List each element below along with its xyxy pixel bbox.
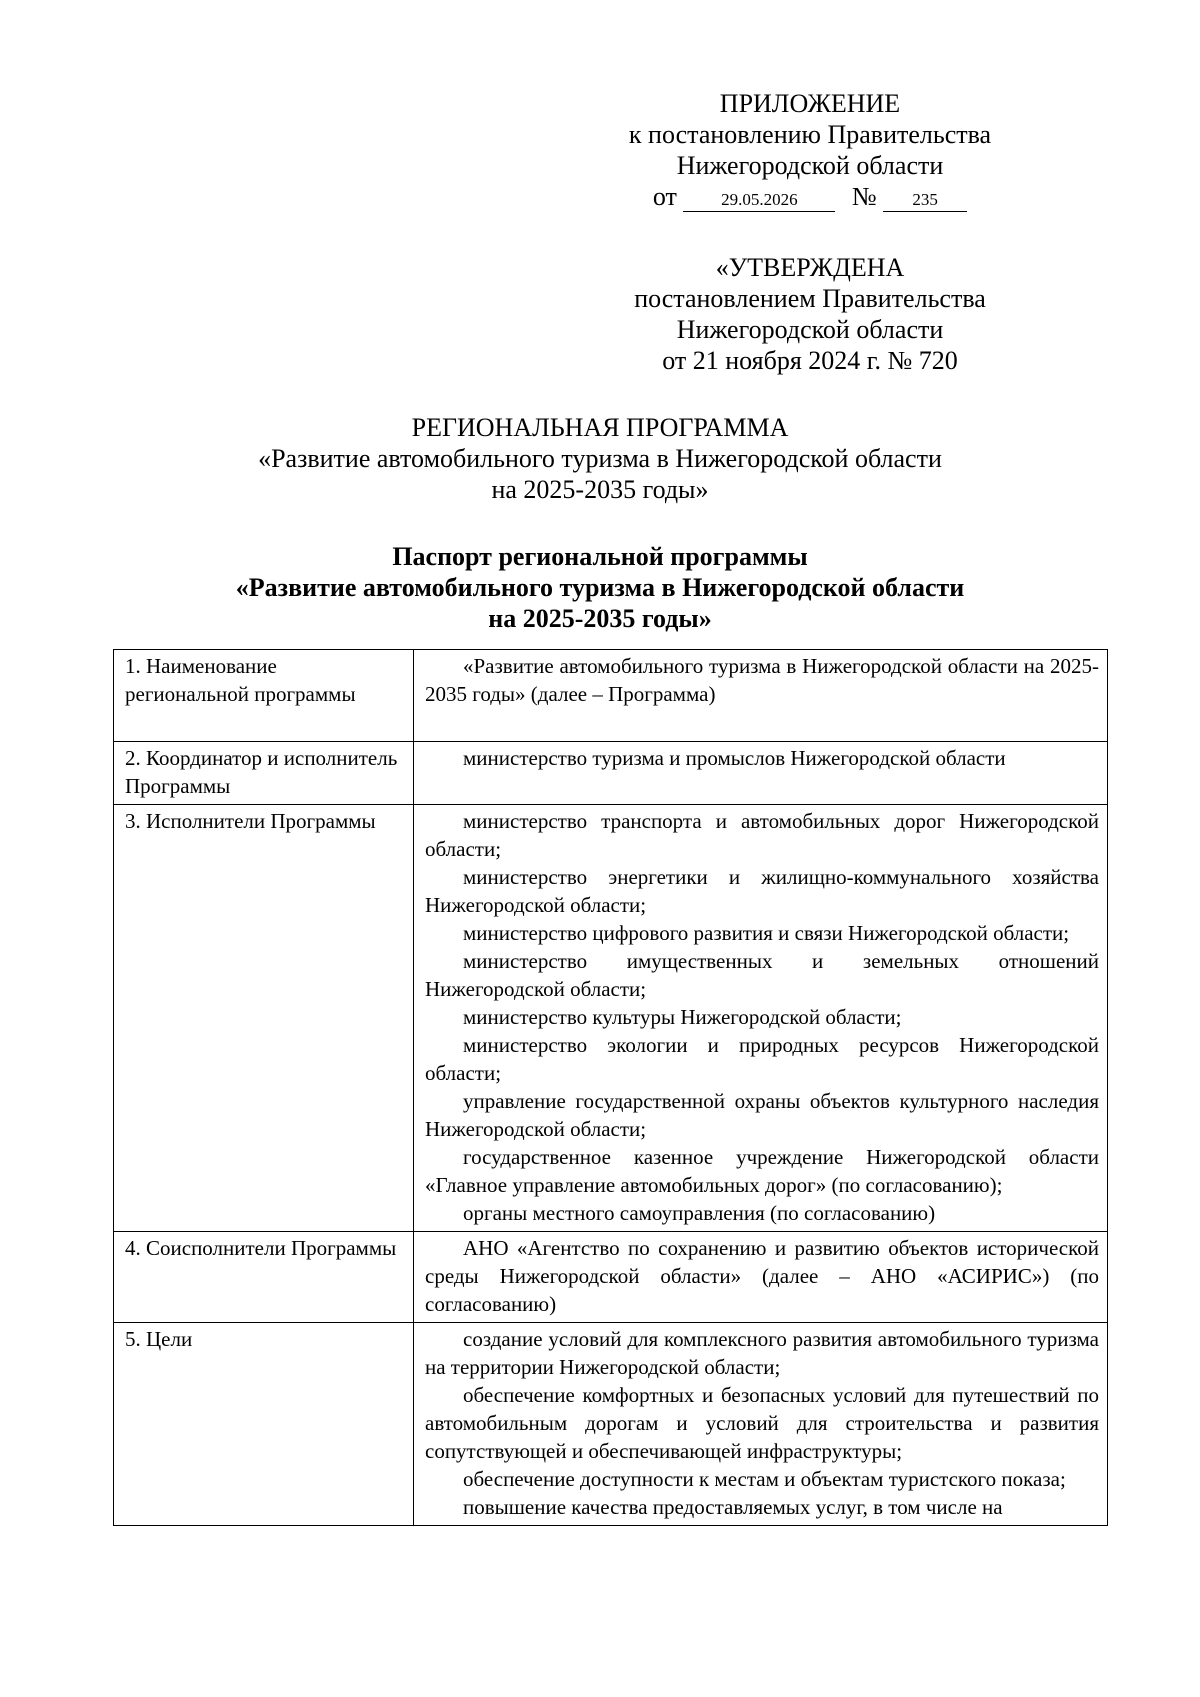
approval-date-number-line [600, 181, 1020, 212]
content-item: органы местного самоуправления (по согласованию) [463, 1201, 936, 1225]
row-content [414, 1323, 1108, 1526]
content-item: АНО «Агентство по сохранению и развитию объектов исторической среды Нижегородской области» (далее – АНО «АСИРИС») (по согласованию) [425, 1236, 1099, 1316]
approval-line-1: к постановлению Правительства [628, 120, 992, 149]
content-item: государственное казенное учреждение Нижегородской области «Главное управление автомобильных дорог» (по согласованию); [425, 1145, 1099, 1197]
from-label: от [652, 182, 677, 211]
table-row [114, 650, 1108, 742]
row-label: 4. Соисполнители Программы [114, 1232, 414, 1323]
table-row [114, 1232, 1108, 1323]
content-item: министерство туризма и промыслов Нижегородской области [463, 746, 1006, 770]
approved-line-3: Нижегородской области [676, 315, 944, 344]
content-item: министерство цифрового развития и связи Нижегородской области; [463, 921, 1070, 945]
passport-table-body [114, 650, 1108, 1526]
passport-title-line-1: Паспорт региональной программы [392, 542, 808, 571]
content-item: министерство транспорта и автомобильных дорог Нижегородской области; [425, 809, 1099, 861]
program-title-line-3: на 2025-2035 годы» [491, 475, 709, 504]
number-sign: № [851, 182, 877, 211]
content-item: министерство энергетики и жилищно-коммунального хозяйства Нижегородской области; [425, 865, 1099, 917]
program-title-line-1: РЕГИОНАЛЬНАЯ ПРОГРАММА [411, 413, 789, 442]
program-title-line-2: «Развитие автомобильного туризма в Нижегородской области [258, 444, 942, 473]
row-content [414, 742, 1108, 805]
content-item: создание условий для комплексного развития автомобильного туризма на территории Нижегородской области; [425, 1327, 1099, 1379]
approved-header [600, 252, 1020, 376]
approval-header [600, 88, 1020, 212]
content-item: обеспечение доступности к местам и объектам туристского показа; [463, 1467, 1066, 1491]
table-row [114, 805, 1108, 1232]
row-content [414, 1232, 1108, 1323]
approved-line-2: постановлением Правительства [634, 284, 986, 313]
passport-table [113, 649, 1108, 1526]
row-label: 1. Наименование региональной программы [114, 650, 414, 742]
content-item: министерство культуры Нижегородской области; [463, 1005, 902, 1029]
content-item: управление государственной охраны объектов культурного наследия Нижегородской области; [425, 1089, 1099, 1141]
row-label: 5. Цели [114, 1323, 414, 1526]
row-label: 3. Исполнители Программы [114, 805, 414, 1232]
program-title [180, 412, 1020, 505]
table-row [114, 742, 1108, 805]
passport-title [180, 541, 1020, 634]
passport-title-line-2: «Развитие автомобильного туризма в Нижегородской области [235, 573, 965, 602]
passport-title-line-3: на 2025-2035 годы» [488, 604, 712, 633]
row-label: 2. Координатор и исполнитель Программы [114, 742, 414, 805]
approval-line-2: Нижегородской области [676, 151, 944, 180]
row-content [414, 805, 1108, 1232]
table-row [114, 1323, 1108, 1526]
decree-number-field: 235 [883, 189, 967, 212]
content-item: «Развитие автомобильного туризма в Нижегородской области на 2025-2035 годы» (далее – Программа) [425, 654, 1099, 706]
approval-title: ПРИЛОЖЕНИЕ [719, 89, 901, 118]
decree-date-field: 29.05.2026 [683, 189, 835, 212]
approved-line-4: от 21 ноября 2024 г. № 720 [662, 346, 958, 375]
content-item: повышение качества предоставляемых услуг, в том числе на [463, 1495, 1003, 1519]
row-content [414, 650, 1108, 742]
content-item: обеспечение комфортных и безопасных условий для путешествий по автомобильным дорогам и условий для строительства и развития сопутствующей и обеспечивающей инфраструктуры; [425, 1383, 1099, 1463]
content-item: министерство экологии и природных ресурсов Нижегородской области; [425, 1033, 1099, 1085]
approved-line-1: «УТВЕРЖДЕНА [715, 253, 905, 282]
content-item: министерство имущественных и земельных отношений Нижегородской области; [425, 949, 1099, 1001]
